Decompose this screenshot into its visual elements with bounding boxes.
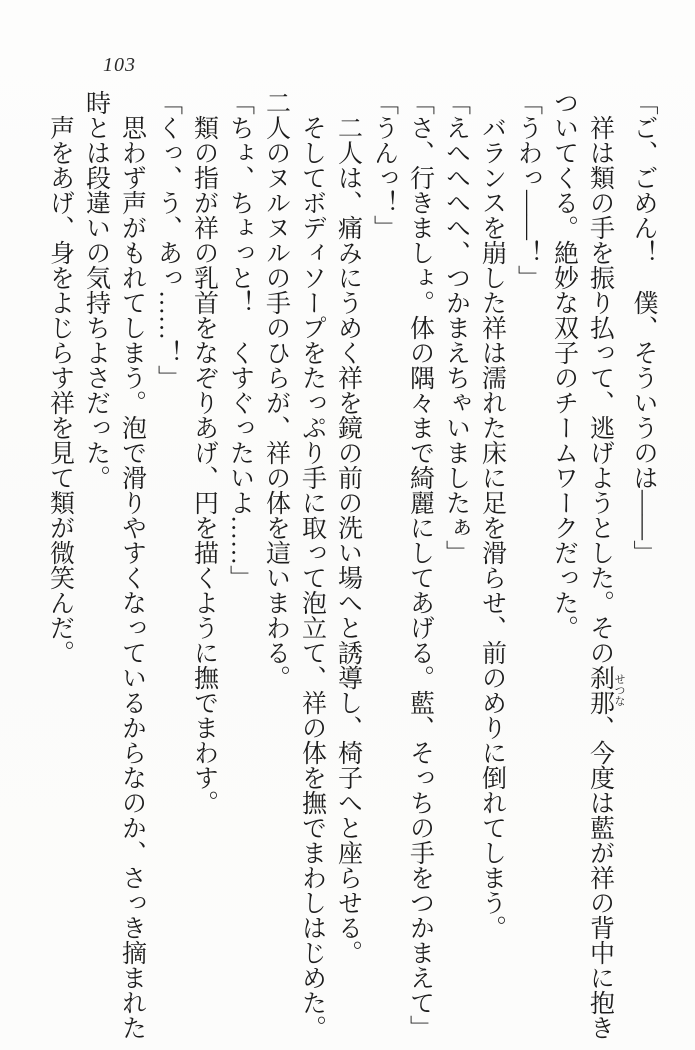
text-line-narrative: ついてくる。絶妙な双子のチームワークだった。 [550, 90, 578, 640]
vertical-text-block [42, 90, 662, 1050]
ruby-text: せつな [613, 665, 625, 715]
text-line-dialogue: 「くっ、う、あっ……！」 [154, 90, 182, 390]
text-line-dialogue: 「さ、行きましょ。体の隅々まで綺麗にしてあげる。藍、そっちの手をつかまえて」 [406, 90, 434, 1040]
text-line-dialogue: 「ちょ、ちょっと！ くすぐったいよ……」 [226, 90, 254, 590]
text-line-dialogue: 「えへへへへ、つかまえちゃいましたぁ」 [442, 90, 470, 565]
text-segment: 祥は類の手を振り払って、逃げようとした。その [586, 115, 614, 665]
text-line-narrative: そしてボディソープをたっぷり手に取って泡立て、祥の体を撫でまわしはじめた。 [298, 115, 326, 1040]
text-segment: 、今度は藍が祥の背中に抱き [586, 715, 614, 1040]
text-line-narrative: バランスを崩した祥は濡れた床に足を滑らせ、前のめりに倒れてしまう。 [478, 115, 506, 940]
text-line-narrative: 思わず声がもれてしまう。泡で滑りやすくなっているからなのか、さっき摘まれた [118, 115, 146, 1040]
text-line-narrative: 類の指が祥の乳首をなぞりあげ、円を描くように撫でまわす。 [190, 115, 218, 815]
ruby-base: 刹那 [586, 665, 614, 715]
page-number: 103 [103, 54, 136, 76]
text-line-narrative: 二人のヌルヌルの手のひらが、祥の体を這いまわる。 [262, 90, 290, 690]
text-line-dialogue: 「うわっ――！」 [514, 90, 542, 290]
text-line-narrative: 声をあげ、身をよじらす祥を見て類が微笑んだ。 [46, 115, 74, 665]
ruby-annotation [586, 665, 625, 715]
text-line-narrative: 二人は、痛みにうめく祥を鏡の前の洗い場へと誘導し、椅子へと座らせる。 [334, 115, 362, 965]
text-line-narrative [582, 90, 626, 1050]
text-line-narrative: 時とは段違いの気持ちよさだった。 [82, 90, 110, 490]
text-line-dialogue: 「ご、ごめん！ 僕、そういうのは――」 [630, 90, 657, 565]
text-line-dialogue: 「うんっ！」 [370, 90, 398, 240]
